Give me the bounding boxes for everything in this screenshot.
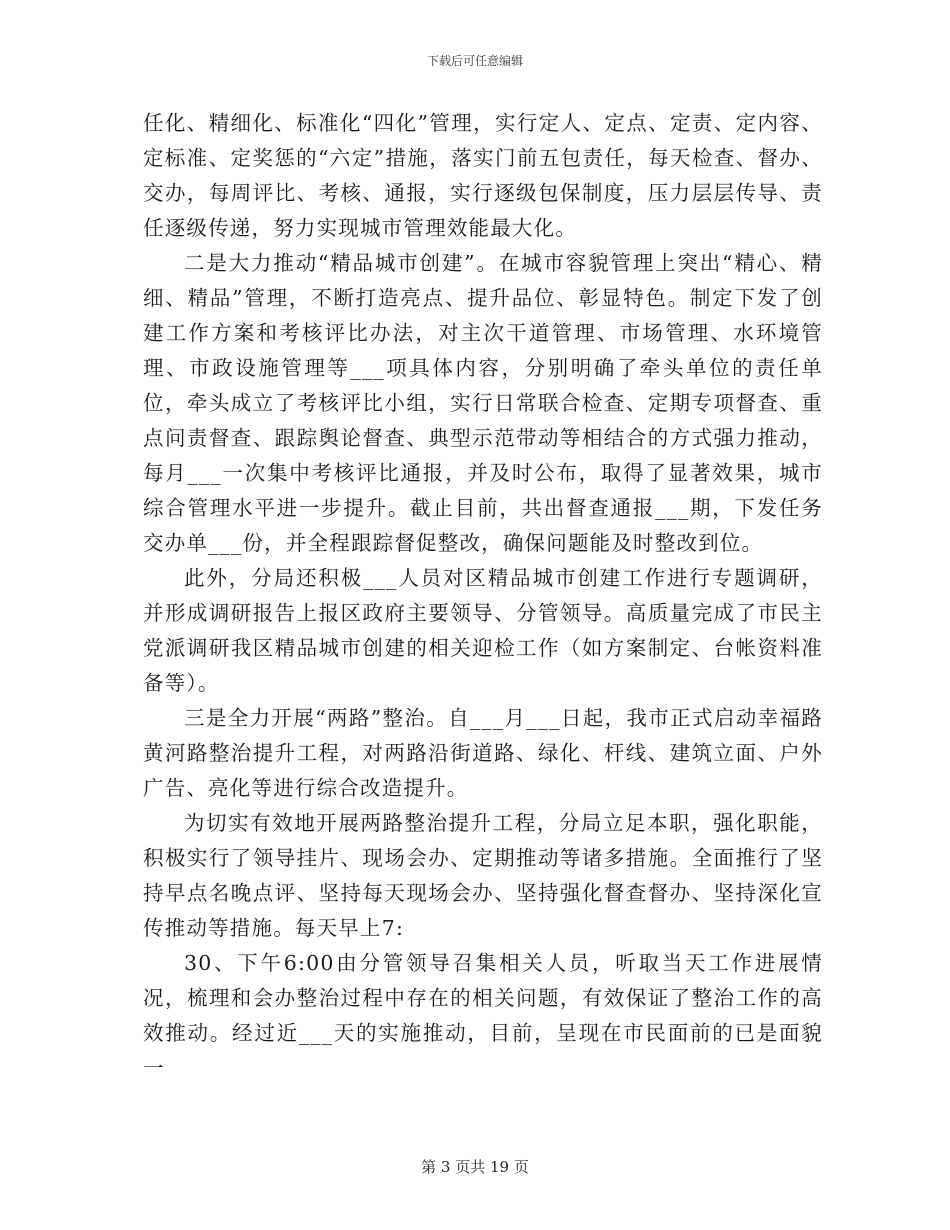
page-number: 第 3 页共 19 页	[421, 1158, 529, 1176]
page-header-note: 下载后可任意编辑	[426, 54, 523, 68]
paragraph-3: 此外，分局还积极___人员对区精品城市创建工作进行专题调研，并形成调研报告上报区政府主要领导、分管领导。高质量完成了市民主党派调研我区精品城市创建的相关迎检工作（如方案制定、台帐资料准备等）。	[143, 566, 823, 695]
document-body	[143, 106, 823, 1086]
paragraph-6: 30、下午6:00由分管领导召集相关人员，听取当天工作进展情况，梳理和会办整治过程中存在的相关问题，有效保证了整治工作的高效推动。经过近___天的实施推动，目前，呈现在市民面前的已是面貌一	[143, 951, 823, 1080]
paragraph-5: 为切实有效地开展两路整治提升工程，分局立足本职，强化职能，积极实行了领导挂片、现场会办、定期推动等诸多措施。全面推行了坚持早点名晚点评、坚持每天现场会办、坚持强化督查督办、坚持深化宣传推动等措施。每天早上7:	[143, 811, 823, 940]
paragraph-4: 三是全力开展“两路”整治。自___月___日起，我市正式启动幸福路黄河路整治提升工程，对两路沿街道路、绿化、杆线、建筑立面、户外广告、亮化等进行综合改造提升。	[143, 706, 823, 800]
paragraph-2: 二是大力推动“精品城市创建”。在城市容貌管理上突出“精心、精细、精品”管理，不断打造亮点、提升品位、彰显特色。制定下发了创建工作方案和考核评比办法，对主次干道管理、市场管理、水环境管理、市政设施管理等___项具体内容，分别明确了牵头单位的责任单位，牵头成立了考核评比小组，实行日常联合检查、定期专项督查、重点问责督查、跟踪舆论督查、典型示范带动等相结合的方式强力推动，每月___一次集中考核评比通报，并及时公布，取得了显著效果，城市综合管理水平进一步提升。截止目前，共出督查通报___期，下发任务交办单___份，并全程跟踪督促整改，确保问题能及时整改到位。	[143, 251, 823, 555]
paragraph-1: 任化、精细化、标准化“四化”管理，实行定人、定点、定责、定内容、定标准、定奖惩的“六定”措施，落实门前五包责任，每天检查、督办、交办，每周评比、考核、通报，实行逐级包保制度，压力层层传导、责任逐级传递，努力实现城市管理效能最大化。	[143, 111, 823, 240]
